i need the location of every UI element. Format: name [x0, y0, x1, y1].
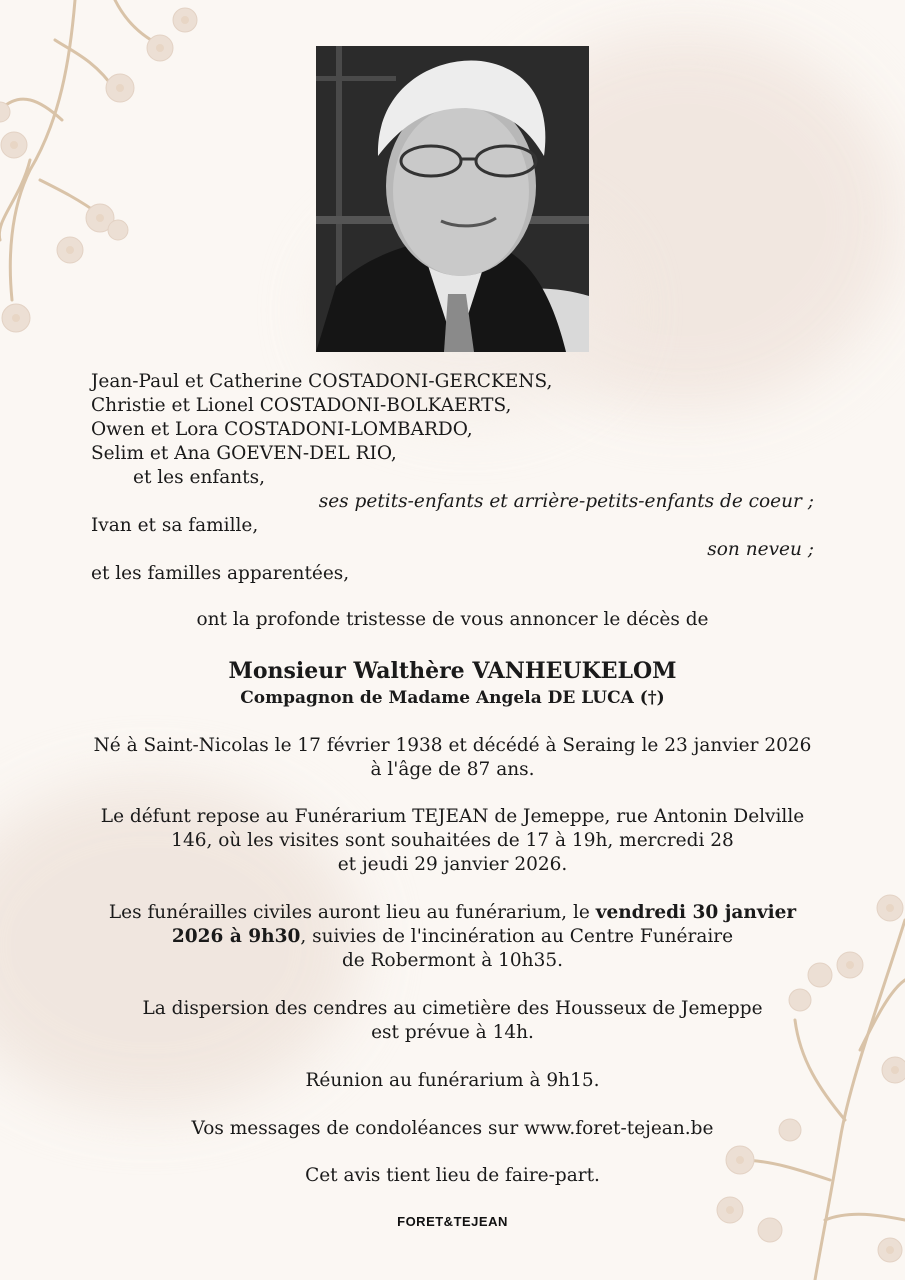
dispersion-line: est prévue à 14h.	[371, 1022, 534, 1043]
floral-branch-decoration	[0, 0, 210, 340]
funeral-line	[0, 901, 905, 925]
family-line-italic: son neveu ;	[707, 539, 814, 560]
rest-line: Le défunt repose au Funérarium TEJEAN de Jemeppe, rue Antonin Delville	[100, 806, 805, 827]
family-line: Christie et Lionel COSTADONI-BOLKAERTS,	[91, 395, 512, 416]
announcement-text: ont la profonde tristesse de vous annoncer le décès de	[196, 609, 709, 630]
family-line: Owen et Lora COSTADONI-LOMBARDO,	[91, 419, 473, 440]
family-line: et les enfants,	[133, 467, 265, 488]
faire-part-line: Cet avis tient lieu de faire-part.	[305, 1165, 600, 1186]
funeral-time-bold: 2026 à 9h30	[171, 926, 301, 947]
dispersion-line: La dispersion des cendres au cimetière des Housseux de Jemeppe	[142, 998, 763, 1019]
portrait-photo	[316, 46, 589, 352]
funeral-text: Les funérailles civiles auront lieu au funérarium, le	[108, 902, 596, 923]
companion-line: Compagnon de Madame Angela DE LUCA (†)	[240, 688, 665, 708]
family-line: Jean-Paul et Catherine COSTADONI-GERCKENS,	[91, 371, 553, 392]
rest-line: 146, où les visites sont souhaitées de 17 à 19h, mercredi 28	[171, 830, 734, 851]
funeral-date-bold: vendredi 30 janvier	[595, 902, 797, 923]
funeral-line	[0, 925, 905, 949]
family-line: Selim et Ana GOEVEN-DEL RIO,	[91, 443, 397, 464]
family-line: Ivan et sa famille,	[91, 515, 259, 536]
funeral-line: de Robermont à 10h35.	[341, 950, 564, 971]
reunion-line: Réunion au funérarium à 9h15.	[305, 1070, 600, 1091]
condolences-line: Vos messages de condoléances sur www.foret-tejean.be	[191, 1118, 714, 1139]
deceased-name: Monsieur Walthère VANHEUKELOM	[228, 658, 677, 684]
birth-death-line: Né à Saint-Nicolas le 17 février 1938 et décédé à Seraing le 23 janvier 2026	[93, 735, 812, 756]
family-line: et les familles apparentées,	[91, 563, 350, 584]
funeral-text: , suivies de l'incinération au Centre Funéraire	[300, 926, 734, 947]
age-line: à l'âge de 87 ans.	[370, 759, 535, 780]
rest-line: et jeudi 29 janvier 2026.	[337, 854, 568, 875]
funeral-home-logo: FORET&TEJEAN	[397, 1214, 508, 1229]
family-line-italic: ses petits-enfants et arrière-petits-enfants de coeur ;	[318, 491, 814, 512]
